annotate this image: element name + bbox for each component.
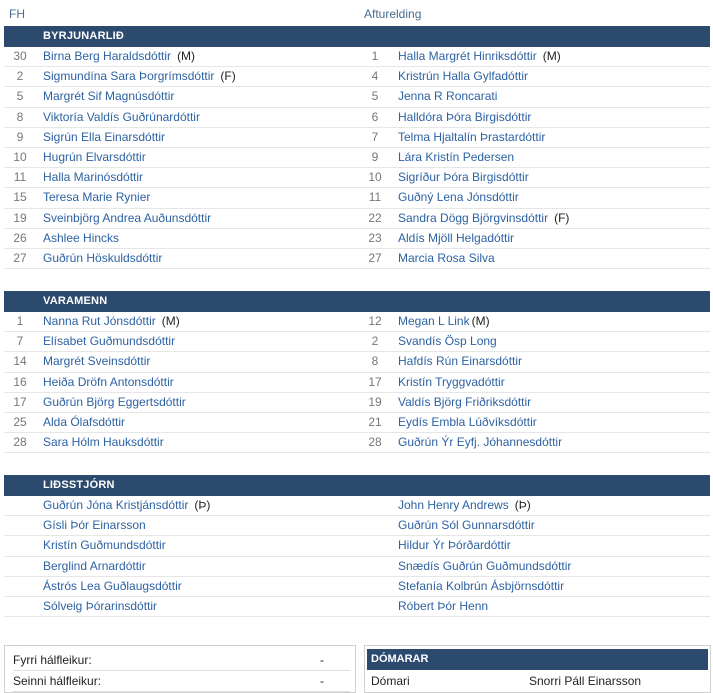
away-name-text[interactable]: Guðrún Sól Gunnarsdóttir xyxy=(398,518,535,533)
home-name-text[interactable]: Margrét Sif Magnúsdóttir xyxy=(43,89,175,104)
away-role-badge: (Þ) xyxy=(514,498,531,512)
player-row xyxy=(4,393,710,413)
away-player-name-link[interactable] xyxy=(398,352,528,371)
home-name-text[interactable]: Guðrún Björg Eggertsdóttir xyxy=(43,394,186,409)
section-header-substitutes: VARAMENN xyxy=(4,291,710,312)
first-half-label: Fyrri hálfleikur: xyxy=(13,653,92,667)
first-half-score: - xyxy=(320,653,324,667)
home-role-badge: (M) xyxy=(177,49,196,63)
away-staff-name-link[interactable] xyxy=(398,496,531,515)
home-name-text[interactable]: Hugrún Elvarsdóttir xyxy=(43,149,146,164)
home-staff-name-link[interactable] xyxy=(43,597,163,616)
home-name-text[interactable]: Nanna Rut Jónsdóttir xyxy=(43,314,156,328)
home-name-text[interactable]: Sveinbjörg Andrea Auðunsdóttir xyxy=(43,210,212,225)
home-shirt-number: 30 xyxy=(13,49,27,63)
home-shirt-number: 11 xyxy=(13,170,27,185)
home-name-text[interactable]: Elísabet Guðmundsdóttir xyxy=(43,334,176,349)
second-half-label: Seinni hálfleikur: xyxy=(13,674,102,688)
away-shirt-number: 17 xyxy=(368,374,382,389)
away-staff-name-link[interactable] xyxy=(398,536,517,555)
away-player-name-link[interactable] xyxy=(398,148,520,167)
home-shirt-number: 7 xyxy=(16,334,24,349)
home-role-badge: (Þ) xyxy=(194,498,211,512)
away-shirt-number xyxy=(360,516,390,535)
away-shirt-number: 2 xyxy=(371,334,379,349)
home-shirt-number xyxy=(5,597,35,616)
second-half-row xyxy=(13,671,350,692)
away-player-name-link[interactable] xyxy=(398,413,543,432)
home-player-name-link[interactable] xyxy=(43,67,236,86)
home-shirt-number xyxy=(5,516,35,535)
home-player-name-link[interactable] xyxy=(43,352,156,371)
player-row xyxy=(4,352,710,372)
home-shirt-number: 9 xyxy=(16,129,24,144)
away-shirt-number: 12 xyxy=(368,314,382,328)
home-staff-name-link[interactable] xyxy=(43,577,188,596)
home-staff-name-link[interactable] xyxy=(43,557,152,576)
player-row xyxy=(4,87,710,107)
away-shirt-number: 9 xyxy=(371,149,379,164)
staff-row xyxy=(4,557,710,577)
away-shirt-number xyxy=(360,536,390,555)
away-player-name-link[interactable] xyxy=(398,108,537,127)
referees-header: DÓMARAR xyxy=(367,649,708,670)
player-row xyxy=(4,188,710,208)
away-shirt-number: 19 xyxy=(368,394,382,409)
away-name-text[interactable]: Halla Margrét Hinriksdóttir xyxy=(398,49,537,63)
home-name-text[interactable]: Margrét Sveinsdóttir xyxy=(43,354,151,369)
home-player-name-link[interactable] xyxy=(43,249,168,268)
home-shirt-number: 16 xyxy=(13,374,27,389)
away-shirt-number: 21 xyxy=(368,414,382,429)
player-row xyxy=(4,148,710,168)
referees-box xyxy=(364,645,711,693)
home-player-name-link[interactable] xyxy=(43,148,152,167)
home-name-text[interactable]: Berglind Arnardóttir xyxy=(43,558,146,573)
away-player-name-link[interactable] xyxy=(398,312,490,331)
away-team-name[interactable]: Afturelding xyxy=(364,7,422,21)
home-staff-name-link[interactable] xyxy=(43,516,152,535)
away-name-text[interactable]: Sigríður Þóra Birgisdóttir xyxy=(398,170,529,185)
home-name-text[interactable]: Sigmundína Sara Þorgrímsdóttir xyxy=(43,69,215,84)
away-name-text[interactable]: Eydís Embla Lúðvíksdóttir xyxy=(398,414,537,429)
away-shirt-number xyxy=(360,496,390,515)
substitutes-rows xyxy=(4,312,710,453)
home-player-name-link[interactable] xyxy=(43,312,180,331)
away-name-text[interactable]: Jenna R Roncarati xyxy=(398,89,498,104)
home-name-text[interactable]: Teresa Marie Rynier xyxy=(43,190,151,205)
home-shirt-number xyxy=(5,557,35,576)
away-name-text[interactable]: Róbert Þór Henn xyxy=(398,598,489,613)
away-name-text[interactable]: Svandís Ösp Long xyxy=(398,334,497,349)
home-name-text[interactable]: Ástrós Lea Guðlaugsdóttir xyxy=(43,578,182,593)
away-player-name-link[interactable] xyxy=(398,393,537,412)
home-name-text[interactable]: Sara Hólm Hauksdóttir xyxy=(43,435,164,450)
home-name-text[interactable]: Viktoría Valdís Guðrúnardóttir xyxy=(43,109,200,124)
away-player-name-link[interactable] xyxy=(398,128,551,147)
home-shirt-number xyxy=(5,496,35,515)
player-row xyxy=(4,312,710,332)
away-shirt-number xyxy=(360,577,390,596)
player-row xyxy=(4,209,710,229)
player-row xyxy=(4,108,710,128)
away-name-text[interactable]: Stefanía Kolbrún Ásbjörnsdóttir xyxy=(398,578,565,593)
away-staff-name-link[interactable] xyxy=(398,597,494,616)
player-row xyxy=(4,249,710,269)
home-player-name-link[interactable] xyxy=(43,413,131,432)
home-shirt-number: 17 xyxy=(13,394,27,409)
section-header-starting: BYRJUNARLIÐ xyxy=(4,26,710,47)
away-name-text[interactable]: Snædís Guðrún Guðmundsdóttir xyxy=(398,558,572,573)
away-player-name-link[interactable] xyxy=(398,433,568,452)
home-player-name-link[interactable] xyxy=(43,393,192,412)
second-half-score: - xyxy=(320,674,324,688)
home-name-text[interactable]: Sigrún Ella Einarsdóttir xyxy=(43,129,166,144)
away-shirt-number: 10 xyxy=(368,170,382,185)
away-shirt-number: 8 xyxy=(371,354,379,369)
first-half-row xyxy=(13,650,350,671)
away-player-name-link[interactable] xyxy=(398,47,561,66)
away-shirt-number: 4 xyxy=(371,69,379,84)
home-name-text[interactable]: Kristín Guðmundsdóttir xyxy=(43,538,166,553)
away-shirt-number: 7 xyxy=(371,129,379,144)
away-name-text[interactable]: Hildur Ýr Þórðardóttir xyxy=(398,538,511,553)
home-shirt-number: 5 xyxy=(16,89,24,104)
staff-row xyxy=(4,536,710,556)
player-row xyxy=(4,128,710,148)
home-name-text[interactable]: Birna Berg Haraldsdóttir xyxy=(43,49,172,63)
home-shirt-number: 14 xyxy=(13,354,27,369)
staff-row xyxy=(4,516,710,536)
home-shirt-number xyxy=(5,577,35,596)
home-team-name[interactable]: FH xyxy=(9,7,25,21)
away-name-text[interactable]: John Henry Andrews xyxy=(398,498,509,512)
home-shirt-number: 25 xyxy=(13,414,27,429)
home-shirt-number xyxy=(5,536,35,555)
staff-row xyxy=(4,597,710,617)
away-name-text[interactable]: Hafdís Rún Einarsdóttir xyxy=(398,354,523,369)
away-shirt-number: 11 xyxy=(368,190,382,205)
away-staff-name-link[interactable] xyxy=(398,577,570,596)
home-name-text[interactable]: Alda Ólafsdóttir xyxy=(43,414,126,429)
away-player-name-link[interactable] xyxy=(398,168,535,187)
away-role-badge: (F) xyxy=(554,210,570,225)
home-shirt-number: 28 xyxy=(13,435,27,450)
away-shirt-number: 6 xyxy=(371,109,379,124)
away-role-badge: (M) xyxy=(471,314,490,328)
home-player-name-link[interactable] xyxy=(43,188,156,207)
away-name-text[interactable]: Megan L Link xyxy=(398,314,470,328)
home-shirt-number: 26 xyxy=(13,230,27,245)
player-row xyxy=(4,332,710,352)
home-shirt-number: 10 xyxy=(13,149,27,164)
home-player-name-link[interactable] xyxy=(43,108,206,127)
away-name-text[interactable]: Kristrún Halla Gylfadóttir xyxy=(398,69,529,84)
home-player-name-link[interactable] xyxy=(43,87,180,106)
away-name-text[interactable]: Sandra Dögg Björgvinsdóttir xyxy=(398,210,549,225)
away-player-name-link[interactable] xyxy=(398,332,503,351)
away-player-name-link[interactable] xyxy=(398,67,534,86)
home-shirt-number: 2 xyxy=(16,69,24,84)
away-shirt-number: 1 xyxy=(371,49,379,63)
home-player-name-link[interactable] xyxy=(43,433,170,452)
home-shirt-number: 8 xyxy=(16,109,24,124)
staff-row xyxy=(4,577,710,597)
teams-header xyxy=(0,0,713,26)
home-player-name-link[interactable] xyxy=(43,47,195,66)
player-row xyxy=(4,47,710,67)
away-player-name-link[interactable] xyxy=(398,209,569,228)
away-name-text[interactable]: Marcia Rosa Silva xyxy=(398,250,495,265)
player-row xyxy=(4,168,710,188)
player-row xyxy=(4,229,710,249)
away-name-text[interactable]: Lára Kristín Pedersen xyxy=(398,149,515,164)
away-shirt-number: 27 xyxy=(368,250,382,265)
home-role-badge: (F) xyxy=(220,69,236,84)
away-player-name-link[interactable] xyxy=(398,373,511,392)
away-player-name-link[interactable] xyxy=(398,249,501,268)
away-player-name-link[interactable] xyxy=(398,188,525,207)
home-staff-name-link[interactable] xyxy=(43,496,210,515)
away-shirt-number: 22 xyxy=(368,210,382,225)
home-name-text[interactable]: Gísli Þór Einarsson xyxy=(43,518,146,533)
home-player-name-link[interactable] xyxy=(43,229,125,248)
away-player-name-link[interactable] xyxy=(398,229,520,248)
away-name-text[interactable]: Telma Hjaltalín Þrastardóttir xyxy=(398,129,546,144)
away-name-text[interactable]: Kristín Tryggvadóttir xyxy=(398,374,505,389)
player-row xyxy=(4,373,710,393)
away-player-name-link[interactable] xyxy=(398,87,503,106)
home-name-text[interactable]: Heiða Dröfn Antonsdóttir xyxy=(43,374,174,389)
away-shirt-number xyxy=(360,557,390,576)
home-shirt-number: 27 xyxy=(13,250,27,265)
home-player-name-link[interactable] xyxy=(43,209,217,228)
home-name-text[interactable]: Guðrún Jóna Kristjánsdóttir xyxy=(43,498,189,512)
home-shirt-number: 15 xyxy=(13,190,27,205)
home-player-name-link[interactable] xyxy=(43,373,180,392)
home-staff-name-link[interactable] xyxy=(43,536,172,555)
player-row xyxy=(4,67,710,87)
home-player-name-link[interactable] xyxy=(43,128,171,147)
away-shirt-number: 28 xyxy=(368,435,382,450)
section-header-staff: LIÐSSTJÓRN xyxy=(4,475,710,496)
player-row xyxy=(4,413,710,433)
away-staff-name-link[interactable] xyxy=(398,557,577,576)
referee-row xyxy=(367,670,708,690)
home-player-name-link[interactable] xyxy=(43,168,149,187)
away-shirt-number xyxy=(360,597,390,616)
home-name-text[interactable]: Guðrún Höskuldsdóttir xyxy=(43,250,163,265)
away-shirt-number: 5 xyxy=(371,89,379,104)
away-role-badge: (M) xyxy=(542,49,561,63)
away-staff-name-link[interactable] xyxy=(398,516,541,535)
staff-row xyxy=(4,496,710,516)
home-shirt-number: 19 xyxy=(13,210,27,225)
referee-role: Dómari xyxy=(371,674,410,688)
away-name-text[interactable]: Halldóra Þóra Birgisdóttir xyxy=(398,109,532,124)
home-name-text[interactable]: Halla Marinósdóttir xyxy=(43,170,144,185)
away-shirt-number: 23 xyxy=(368,230,382,245)
away-name-text[interactable]: Aldís Mjöll Helgadóttir xyxy=(398,230,515,245)
player-row xyxy=(4,433,710,453)
starting-lineup-rows xyxy=(4,47,710,269)
home-role-badge: (M) xyxy=(161,314,180,328)
home-shirt-number: 1 xyxy=(16,314,24,328)
away-name-text[interactable]: Guðný Lena Jónsdóttir xyxy=(398,190,519,205)
halftime-scores-box xyxy=(4,645,356,693)
home-name-text[interactable]: Ashlee Hincks xyxy=(43,230,120,245)
referee-name: Snorri Páll Einarsson xyxy=(529,674,642,688)
home-player-name-link[interactable] xyxy=(43,332,181,351)
staff-rows xyxy=(4,496,710,617)
away-name-text[interactable]: Guðrún Ýr Eyfj. Jóhannesdóttir xyxy=(398,435,563,450)
away-name-text[interactable]: Valdís Björg Friðriksdóttir xyxy=(398,394,532,409)
home-name-text[interactable]: Sólveig Þórarinsdóttir xyxy=(43,598,158,613)
